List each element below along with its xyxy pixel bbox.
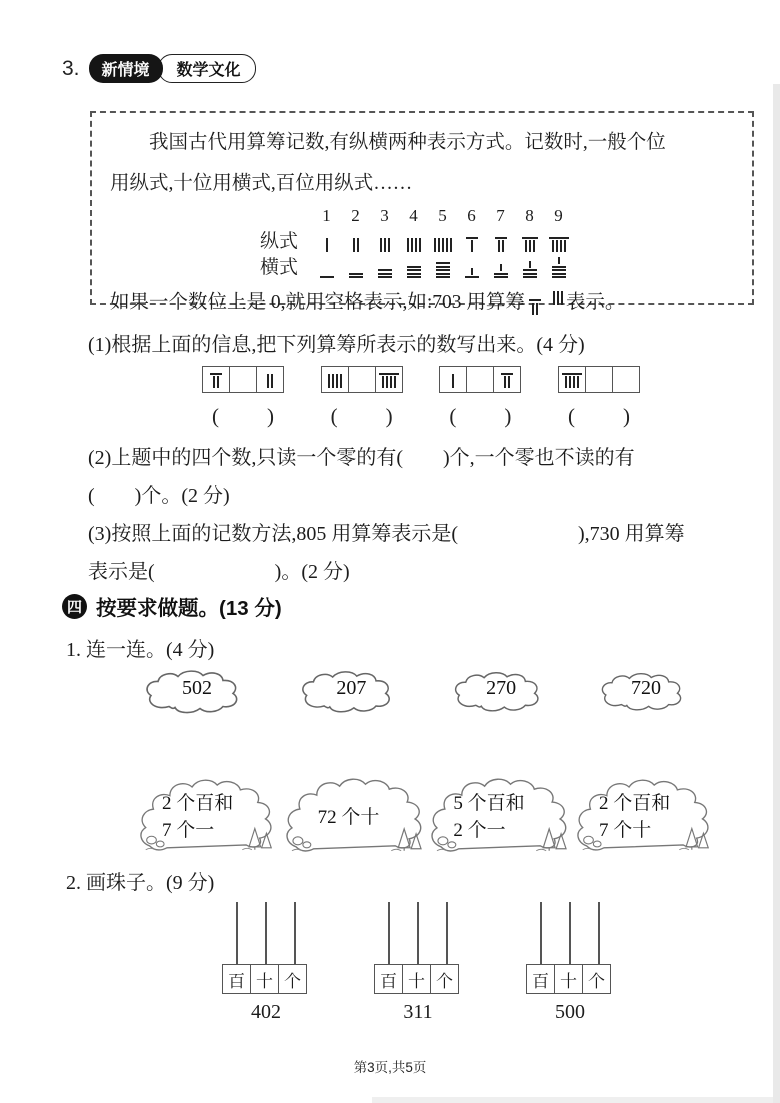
section-4-badge: 四 xyxy=(62,594,87,619)
section-4-header xyxy=(62,591,282,621)
rod-box-group-3 xyxy=(437,366,523,429)
mushroom-icon xyxy=(438,837,448,845)
rod-cell xyxy=(257,367,283,392)
note-suffix: 表示。 xyxy=(565,291,625,313)
rod-cell xyxy=(376,367,402,392)
place-value-box xyxy=(222,964,310,994)
bush-2-hundreds-7-tens[interactable] xyxy=(575,774,715,856)
cloud-number: 720 xyxy=(630,677,661,699)
badge-math-culture: 数学文化 xyxy=(158,54,256,83)
cloud-720[interactable] xyxy=(598,668,694,715)
rod-glyph-3 xyxy=(553,288,563,311)
rod-box-group-2 xyxy=(319,366,405,429)
tree-icon xyxy=(686,829,698,850)
rod-cell xyxy=(494,367,520,392)
rod-box-409 xyxy=(321,366,403,393)
horizontal-form-label: 横式 xyxy=(260,256,299,278)
intro-line-2: 用纵式,十位用横式,百位用纵式…… xyxy=(110,173,413,194)
abacus-402[interactable] xyxy=(222,902,310,1024)
bush-text xyxy=(599,790,670,844)
section-4-title: 按要求做题。(13 分) xyxy=(96,597,282,620)
digits-row xyxy=(260,205,734,226)
intro-line-1: 我国古代用算筹记数,有纵横两种表示方式。记数时,一般个位 xyxy=(149,132,666,153)
question-2-line-1: (2)上题中的四个数,只读一个零的有( )个,一个零也不读的有 xyxy=(88,447,635,469)
horizontal-rod-cells xyxy=(312,261,573,278)
rod-cell xyxy=(559,367,586,392)
paren-close: ) xyxy=(385,404,393,428)
rod-cell-blank xyxy=(467,367,494,392)
hundreds-label: 百 xyxy=(526,964,555,994)
bush-text-line: 7 个十 xyxy=(598,820,652,841)
abacus-number: 402 xyxy=(251,1001,281,1023)
tree-icon xyxy=(249,829,261,850)
counting-rods-info-box xyxy=(90,111,754,313)
item-2-label: 2. 画珠子。(9 分) xyxy=(66,872,215,894)
bush-text-line: 7 个一 xyxy=(162,820,215,841)
question-2-line-2: ( )个。(2 分) xyxy=(88,485,230,507)
zero-rule-note xyxy=(110,285,734,315)
abacus-rods xyxy=(526,902,614,964)
mushroom-icon xyxy=(293,837,303,845)
rod-box-group-1 xyxy=(200,366,286,429)
paren-close: ) xyxy=(267,404,274,428)
ones-label: 个 xyxy=(430,964,459,994)
question3-header xyxy=(62,54,256,83)
tree-icon xyxy=(544,829,556,851)
item-1-label: 1. 连一连。(4 分) xyxy=(66,639,215,661)
tens-label: 十 xyxy=(402,964,431,994)
paren-close: ) xyxy=(622,404,630,428)
rod-box-702 xyxy=(202,366,284,393)
cloud-207[interactable] xyxy=(298,668,404,715)
bush-text-line: 2 个一 xyxy=(453,820,506,841)
paren-open: ( xyxy=(567,404,575,428)
bush-2-hundreds-7-ones[interactable] xyxy=(138,774,278,856)
hundreds-label: 百 xyxy=(374,964,403,994)
cloud-number: 502 xyxy=(182,677,212,699)
rod-cell xyxy=(322,367,349,392)
paren-close: ) xyxy=(504,404,512,428)
paren-open: ( xyxy=(449,404,457,428)
rod-box-group-4 xyxy=(556,366,642,429)
bush-text-line: 5 个百和 xyxy=(453,793,525,814)
tens-label: 十 xyxy=(250,964,279,994)
bush-5-hundreds-2-ones[interactable] xyxy=(429,774,569,856)
bush-text xyxy=(453,790,524,844)
bush-text-line: 72 个十 xyxy=(317,807,380,828)
scan-edge-bottom xyxy=(372,1097,773,1103)
bush-text-line: 2 个百和 xyxy=(162,793,234,814)
vertical-form-row xyxy=(260,226,734,252)
bush-text-line: 2 个百和 xyxy=(598,793,671,814)
rod-boxes-row xyxy=(200,366,642,429)
description-bushes-row xyxy=(138,774,715,856)
cloud-270[interactable] xyxy=(451,668,552,715)
abacus-311[interactable] xyxy=(374,902,462,1024)
vertical-form-label: 纵式 xyxy=(260,230,299,252)
rod-cell-blank xyxy=(349,367,376,392)
rod-cell-blank xyxy=(230,367,257,392)
bush-text xyxy=(318,804,380,831)
answer-blank-2[interactable] xyxy=(331,404,393,429)
rod-glyph-7 xyxy=(529,285,541,315)
mushroom-icon xyxy=(147,836,157,844)
digit-cells: 1 2 3 4 5 6 7 8 9 xyxy=(322,206,563,225)
badge-new-context: 新情境 xyxy=(89,54,163,83)
mushroom-icon xyxy=(303,842,311,848)
answer-blank-4[interactable] xyxy=(568,404,630,429)
cloud-502[interactable] xyxy=(142,668,252,715)
scan-edge-right xyxy=(773,84,780,1103)
paren-open: ( xyxy=(212,404,219,428)
question-1-text: (1)根据上面的信息,把下列算筹所表示的数写出来。(4 分) xyxy=(88,334,585,356)
tens-label: 十 xyxy=(554,964,583,994)
rod-box-900 xyxy=(558,366,640,393)
rod-cell-blank xyxy=(613,367,639,392)
abacus-number: 311 xyxy=(403,1001,433,1023)
cloud-number: 207 xyxy=(336,677,367,699)
place-value-box xyxy=(374,964,462,994)
rod-cell xyxy=(440,367,467,392)
horizontal-form-row xyxy=(260,252,734,278)
cloud-number: 270 xyxy=(486,677,517,699)
place-value-box xyxy=(526,964,614,994)
bush-72-tens[interactable] xyxy=(284,774,424,856)
number-clouds-row xyxy=(142,668,694,715)
ones-label: 个 xyxy=(582,964,611,994)
abacus-rods xyxy=(222,902,310,964)
abacus-diagrams-row xyxy=(222,902,614,1024)
intro-paragraph xyxy=(110,122,734,204)
answer-blank-1[interactable] xyxy=(212,404,274,429)
abacus-number: 500 xyxy=(555,1001,585,1023)
question-number: 3. xyxy=(62,56,80,80)
rod-cell xyxy=(203,367,230,392)
tree-icon xyxy=(398,829,410,851)
abacus-rods xyxy=(374,902,462,964)
note-prefix: 如果一个数位上是 0,就用空格表示,如:703 用算筹 xyxy=(110,291,525,313)
hundreds-label: 百 xyxy=(222,964,251,994)
question-3-line-1: (3)按照上面的记数方法,805 用算筹表示是( ),730 用算筹 xyxy=(88,523,685,545)
question-3-line-2: 表示是( )。(2 分) xyxy=(88,561,350,583)
rod-box-107 xyxy=(439,366,521,393)
abacus-500[interactable] xyxy=(526,902,614,1024)
page-footer: 第3页,共5页 xyxy=(353,1060,427,1075)
mushroom-icon xyxy=(584,836,594,844)
bush-text xyxy=(162,790,233,844)
ones-label: 个 xyxy=(278,964,307,994)
rod-space xyxy=(541,288,553,311)
rod-numeral-table xyxy=(260,205,734,278)
answer-blank-3[interactable] xyxy=(449,404,511,429)
vertical-rod-cells xyxy=(312,235,573,252)
rod-cell-blank xyxy=(586,367,613,392)
paren-open: ( xyxy=(330,404,338,428)
